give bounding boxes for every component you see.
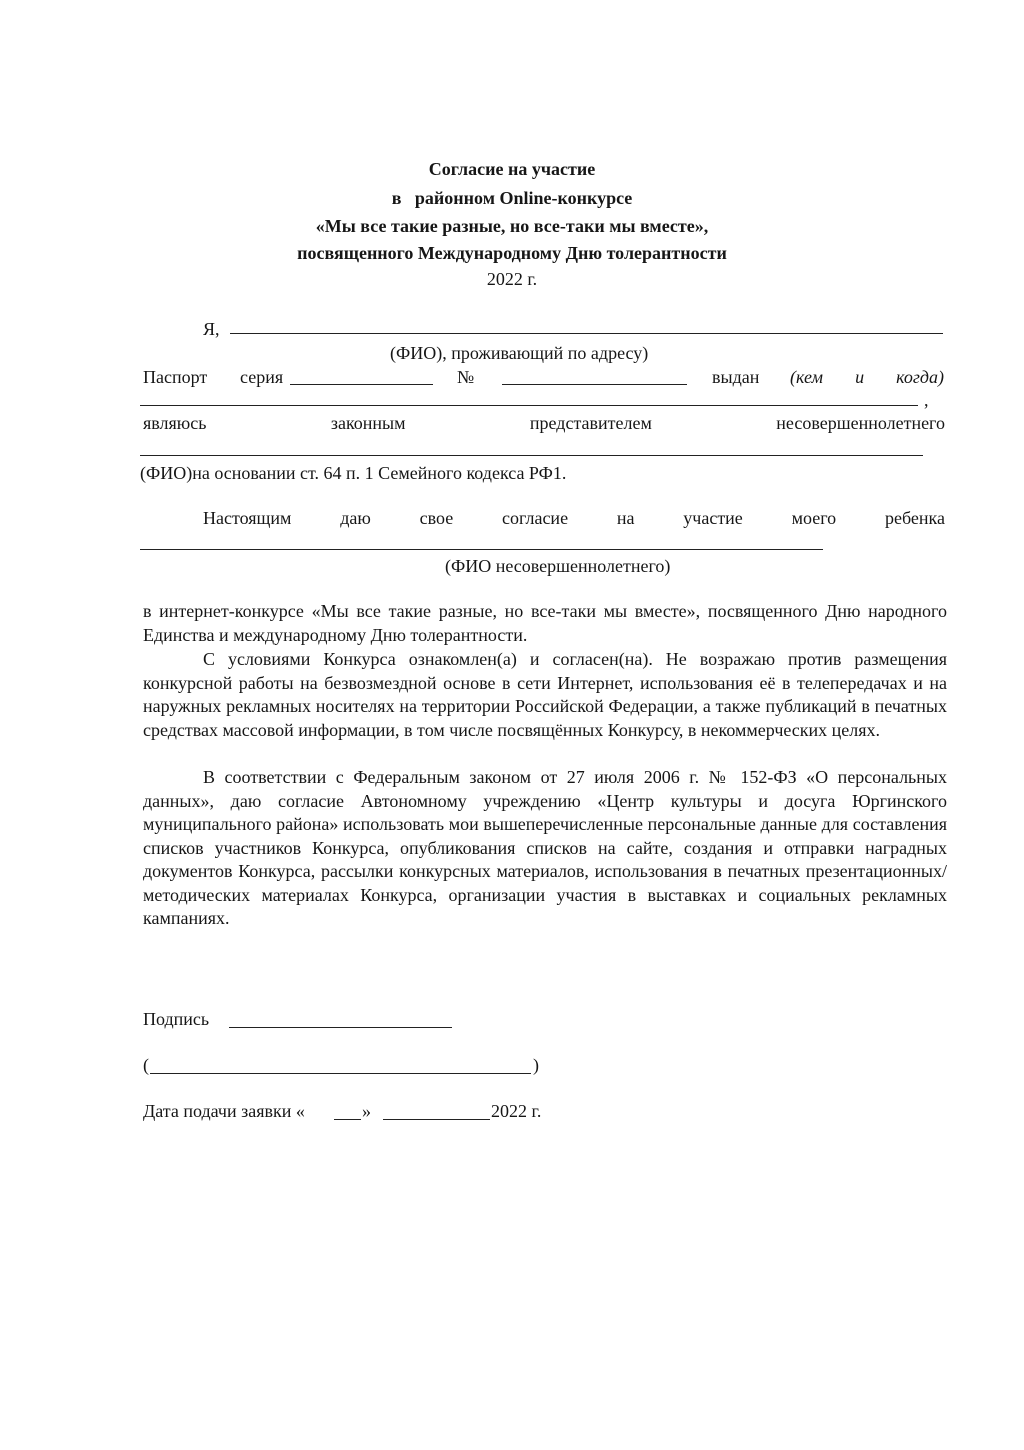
passport-series-blank[interactable] xyxy=(290,384,433,385)
consent-word: даю xyxy=(340,508,371,528)
signature-blank[interactable] xyxy=(229,1027,452,1028)
representative-line xyxy=(143,412,945,434)
issued-by-blank[interactable] xyxy=(140,405,918,406)
minor-caption: (ФИО несовершеннолетнего) xyxy=(445,556,671,576)
consent-word: согласие xyxy=(502,508,569,528)
date-year: 2022 г. xyxy=(491,1101,542,1121)
name-close-paren: ) xyxy=(533,1055,539,1075)
representative-word: несовершеннолетнего xyxy=(776,413,945,433)
issued-hint-word: (кем xyxy=(790,367,823,387)
representative-word: являюсь xyxy=(143,413,207,433)
representative-word: представителем xyxy=(529,413,652,433)
doc-title-line4: посвященного Международному Дню толерантности xyxy=(297,243,727,263)
consent-word: Настоящим xyxy=(203,508,292,528)
doc-title-line2: в районном Online-конкурсе xyxy=(391,188,633,208)
date-prefix: Дата подачи заявки « xyxy=(143,1101,305,1121)
issued-hint-word: когда) xyxy=(896,367,944,387)
date-month-blank[interactable] xyxy=(383,1119,490,1120)
signature-label: Подпись xyxy=(143,1009,210,1029)
issued-hint-word: и xyxy=(855,367,865,387)
consent-word: свое xyxy=(419,508,454,528)
number-sign: № xyxy=(457,367,475,387)
issued-label: выдан xyxy=(712,367,760,387)
child-fio-blank[interactable] xyxy=(140,549,823,550)
passport-label: Паспорт xyxy=(143,367,208,387)
signer-name-blank[interactable] xyxy=(150,1073,531,1074)
consent-word: на xyxy=(616,508,635,528)
paragraph-contest: в интернет-конкурсе «Мы все такие разные, но все-таки мы вместе», посвященного Дню народного Единства и международному Дню толерантности. xyxy=(143,601,947,645)
fio-caption: (ФИО), проживающий по адресу) xyxy=(390,343,649,363)
issued-hint xyxy=(790,366,944,388)
minor-fio-blank[interactable] xyxy=(140,455,923,456)
consent-line xyxy=(203,507,945,529)
consent-word: моего xyxy=(791,508,837,528)
date-day-blank[interactable] xyxy=(334,1119,361,1120)
fio-address-blank[interactable] xyxy=(230,333,943,334)
paragraph-conditions: С условиями Конкурса ознакомлен(а) и согласен(на). Не возражаю против размещения конкурсной работы на безвозмездной основе в сети Интернет, использования её в телепередачах и на наружных рекламных носителях на территории Российской Федерации, а также публикаций в печатных средствах массовой информации, в том числе посвящённых Конкурсу, в некоммерческих целях. xyxy=(143,649,947,740)
series-label: серия xyxy=(240,367,284,387)
doc-title-line1: Согласие на участие xyxy=(428,159,596,179)
issued-comma: , xyxy=(924,390,929,410)
date-mid: » xyxy=(362,1101,371,1121)
name-open-paren: ( xyxy=(143,1055,149,1075)
legal-basis-text: (ФИО)на основании ст. 64 п. 1 Семейного кодекса РФ1. xyxy=(140,463,567,483)
doc-year: 2022 г. xyxy=(486,269,538,289)
doc-title-line3: «Мы все такие разные, но все-таки мы вместе», xyxy=(315,216,709,236)
paragraph-personal-data: В соответствии с Федеральным законом от 27 июля 2006 г. № 152-ФЗ «О персональных данных», даю согласие Автономному учреждению «Центр культуры и досуга Юргинского муниципального района» использовать мои вышеперечисленные персональные данные для составления списков участников Конкурса, опубликования списков на сайте, создания и отправки наградных документов Конкурса, рассылки конкурсных материалов, использования в печатных презентационных/методических материалах Конкурса, организации участия в выставках и социальных рекламных кампаниях. xyxy=(143,767,947,928)
consent-word: ребенка xyxy=(884,508,945,528)
representative-word: законным xyxy=(330,413,406,433)
consent-word: участие xyxy=(683,508,743,528)
i-label: Я, xyxy=(203,319,220,339)
passport-number-blank[interactable] xyxy=(502,384,687,385)
